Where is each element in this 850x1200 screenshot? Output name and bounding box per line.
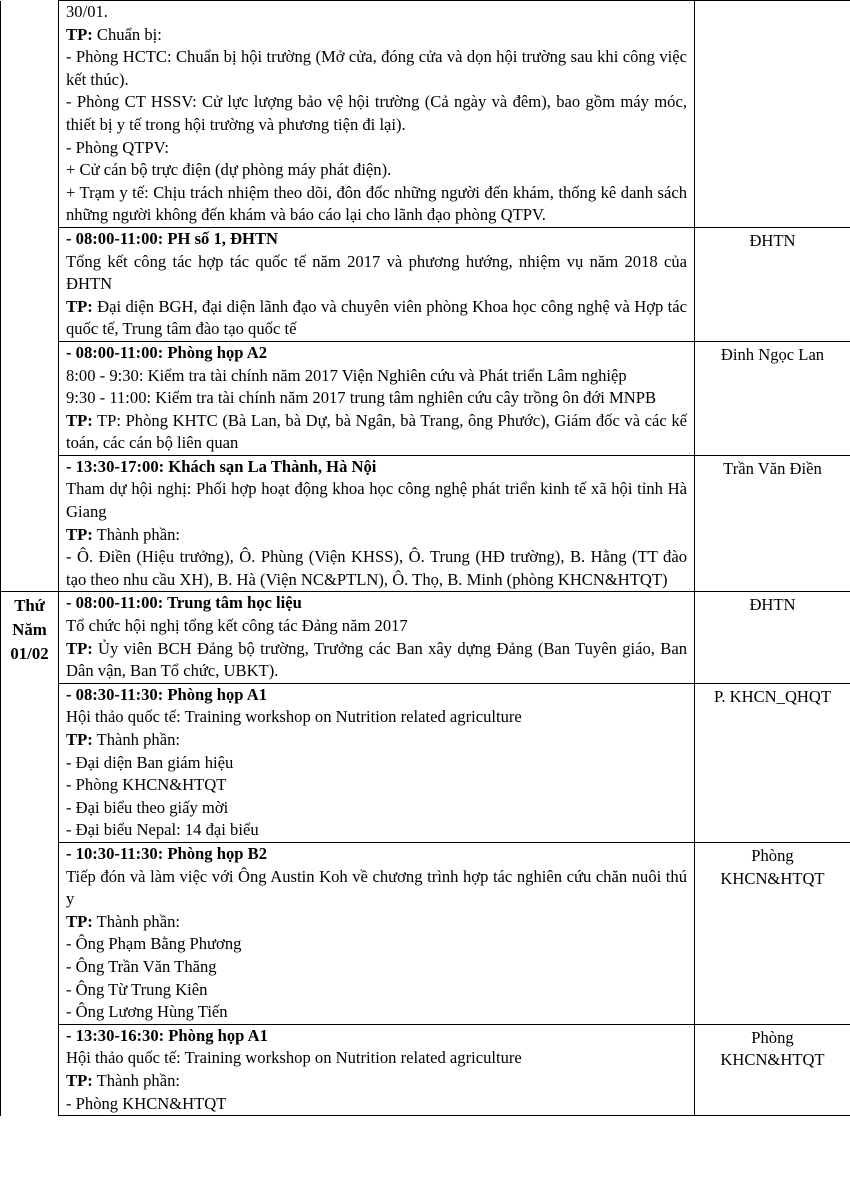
text: Hội thảo quốc tế: Training workshop on Nutrition related agriculture [66,707,522,727]
host-label: P. KHCN_QHQT [713,686,832,706]
activity-line [66,729,687,752]
activity-cell [59,227,695,341]
text: 8:00 - 9:30: Kiểm tra tài chính năm 2017 Viện Nghiên cứu và Phát triển Lâm nghiệp [66,365,627,385]
activity-line [66,933,687,956]
day-cell [1,683,59,842]
text: - Phòng KHCN&HTQT [66,775,227,795]
activity-line [66,456,687,479]
text: - Phòng QTPV: [66,137,169,157]
host-cell [695,592,850,683]
activity-line [66,342,687,365]
schedule-row [1,592,850,683]
host-cell [695,341,850,455]
activity-cell [59,1,695,228]
bold-text: TP: [66,1070,93,1090]
text: - Ông Trần Văn Thăng [66,956,217,976]
text: - Ông Lương Hùng Tiến [66,1002,228,1022]
text: Thành phần: [92,911,180,931]
activity-cell [59,683,695,842]
activity-line [66,546,687,591]
day-cell [1,1,59,228]
bold-text: - 08:00-11:00: Phòng họp A2 [66,342,267,362]
activity-line [66,979,687,1002]
text: Chuẩn bị: [92,24,162,44]
schedule-row [1,455,850,592]
activity-line [66,819,687,842]
activity-line [66,866,687,911]
host-cell [695,455,850,592]
text: - Phòng CT HSSV: Cử lực lượng bảo vệ hội trường (Cả ngày và đêm), bao gồm máy móc, thiết bị y tế trong hội trường và phương tiện đi lại). [66,92,687,134]
activity-line [66,365,687,388]
bold-text: TP: [66,911,93,931]
bold-text: - 08:30-11:30: Phòng họp A1 [66,684,267,704]
text: Thành phần: [92,524,180,544]
host-cell [695,1,850,228]
bold-text: TP: [66,296,93,316]
host-label: ĐHTN [749,595,796,615]
bold-text: - 13:30-17:00: Khách sạn La Thành, Hà Nội [66,456,377,476]
day-cell [1,592,59,683]
schedule-row [1,341,850,455]
activity-line [66,387,687,410]
host-label: Phòng KHCN&HTQT [720,845,825,888]
activity-line [66,1093,687,1116]
activity-line [66,24,687,47]
activity-line [66,410,687,455]
host-cell [695,227,850,341]
day-label: 01/02 [10,644,49,664]
text: - Đại diện Ban giám hiệu [66,752,234,772]
activity-cell [59,842,695,1024]
activity-line [66,684,687,707]
activity-cell [59,455,695,592]
activity-line [66,1047,687,1070]
host-label: ĐHTN [749,230,796,250]
bold-text: - 10:30-11:30: Phòng họp B2 [66,843,267,863]
bold-text: TP: [66,24,93,44]
activity-line [66,251,687,296]
text: - Ô. Điền (Hiệu trưởng), Ô. Phùng (Viện KHSS), Ô. Trung (HĐ trường), B. Hằng (TT đào tạo theo nhu cầu XH), B. Hà (Viện NC&PTLN), Ô. Thọ, B. Minh (phòng KHCN&HTQT) [66,547,687,589]
day-cell [1,455,59,592]
text: 9:30 - 11:00: Kiểm tra tài chính năm 2017 trung tâm nghiên cứu cây trồng ôn đới MNPB [66,388,657,408]
activity-line [66,752,687,775]
activity-line [66,1,687,24]
text: - Ông Phạm Bằng Phương [66,934,242,954]
text: 30/01. [66,2,108,21]
bold-text: TP: [66,638,93,658]
day-cell [1,842,59,1024]
activity-line [66,1025,687,1048]
text: Tổng kết công tác hợp tác quốc tế năm 2017 và phương hướng, nhiệm vụ năm 2018 của ĐHTN [66,251,687,294]
activity-line [66,228,687,251]
text: - Đại biểu theo giấy mời [66,797,229,817]
activity-line [66,296,687,341]
host-label: Phòng KHCN&HTQT [720,1027,825,1070]
bold-text: - 08:00-11:00: Trung tâm học liệu [66,593,302,613]
day-cell [1,1024,59,1115]
activity-line [66,592,687,615]
day-label: Năm [12,620,47,640]
day-cell [1,227,59,341]
activity-line [66,159,687,182]
bold-text: - 13:30-16:30: Phòng họp A1 [66,1025,268,1045]
activity-line [66,774,687,797]
text: + Trạm y tế: Chịu trách nhiệm theo dõi, đôn đốc những người đến khám, thống kê danh sách những người không đến khám và báo cáo lại cho lãnh đạo phòng QTPV. [66,182,687,225]
host-label: Trần Văn Điền [723,458,822,478]
text: Hội thảo quốc tế: Training workshop on Nutrition related agriculture [66,1048,522,1068]
activity-line [66,46,687,91]
day-cell [1,341,59,455]
activity-line [66,638,687,683]
schedule-row [1,227,850,341]
host-cell [695,683,850,842]
schedule-row [1,842,850,1024]
activity-line [66,911,687,934]
text: Ủy viên BCH Đảng bộ trường, Trưởng các Ban xây dựng Đảng (Ban Tuyên giáo, Ban Dân vận, Ban Tổ chức, UBKT). [66,638,687,681]
text: - Phòng HCTC: Chuẩn bị hội trường (Mở cửa, đóng cửa và dọn hội trường sau khi công việc kết thúc). [66,47,687,89]
bold-text: TP: [66,730,93,749]
day-label: Thứ [14,596,45,616]
bold-text: - 08:00-11:00: PH số 1, ĐHTN [66,228,279,248]
host-label: Đinh Ngọc Lan [720,344,825,364]
activity-line [66,524,687,547]
text: - Ông Từ Trung Kiên [66,979,208,999]
activity-line [66,956,687,979]
activity-line [66,615,687,638]
activity-line [66,843,687,866]
text: Tổ chức hội nghị tổng kết công tác Đảng năm 2017 [66,616,408,636]
activity-line [66,91,687,136]
host-cell [695,842,850,1024]
text: Thành phần: [92,730,180,749]
activity-cell [59,592,695,683]
text: Thành phần: [92,1070,180,1090]
activity-line [66,797,687,820]
text: + Cử cán bộ trực điện (dự phòng máy phát điện). [66,160,392,180]
text: Tiếp đón và làm việc với Ông Austin Koh về chương trình hợp tác nghiên cứu chăn nuôi thú y [66,866,687,909]
host-cell [695,1024,850,1115]
schedule-row [1,683,850,842]
bold-text: TP: [66,524,93,544]
activity-line [66,478,687,523]
text: TP: Phòng KHTC (Bà Lan, bà Dự, bà Ngân, bà Trang, ông Phước), Giám đốc và các kế toán, các cán bộ liên quan [66,410,687,453]
activity-cell [59,1024,695,1115]
text: - Đại biểu Nepal: 14 đại biểu [66,820,259,840]
text: Tham dự hội nghị: Phối hợp hoạt động khoa học công nghệ phát triển kinh tế xã hội tỉnh Hà Giang [66,479,687,522]
text: - Phòng KHCN&HTQT [66,1093,227,1113]
activity-line [66,1001,687,1024]
activity-line [66,137,687,160]
bold-text: TP: [66,410,93,430]
activity-line [66,706,687,729]
schedule-row [1,1024,850,1115]
schedule-body [1,1,850,1116]
activity-line [66,182,687,227]
text: Đại diện BGH, đại diện lãnh đạo và chuyên viên phòng Khoa học công nghệ và Hợp tác quốc tế, Trung tâm đào tạo quốc tế [66,296,687,339]
schedule-row [1,1,850,228]
activity-cell [59,341,695,455]
activity-line [66,1070,687,1093]
